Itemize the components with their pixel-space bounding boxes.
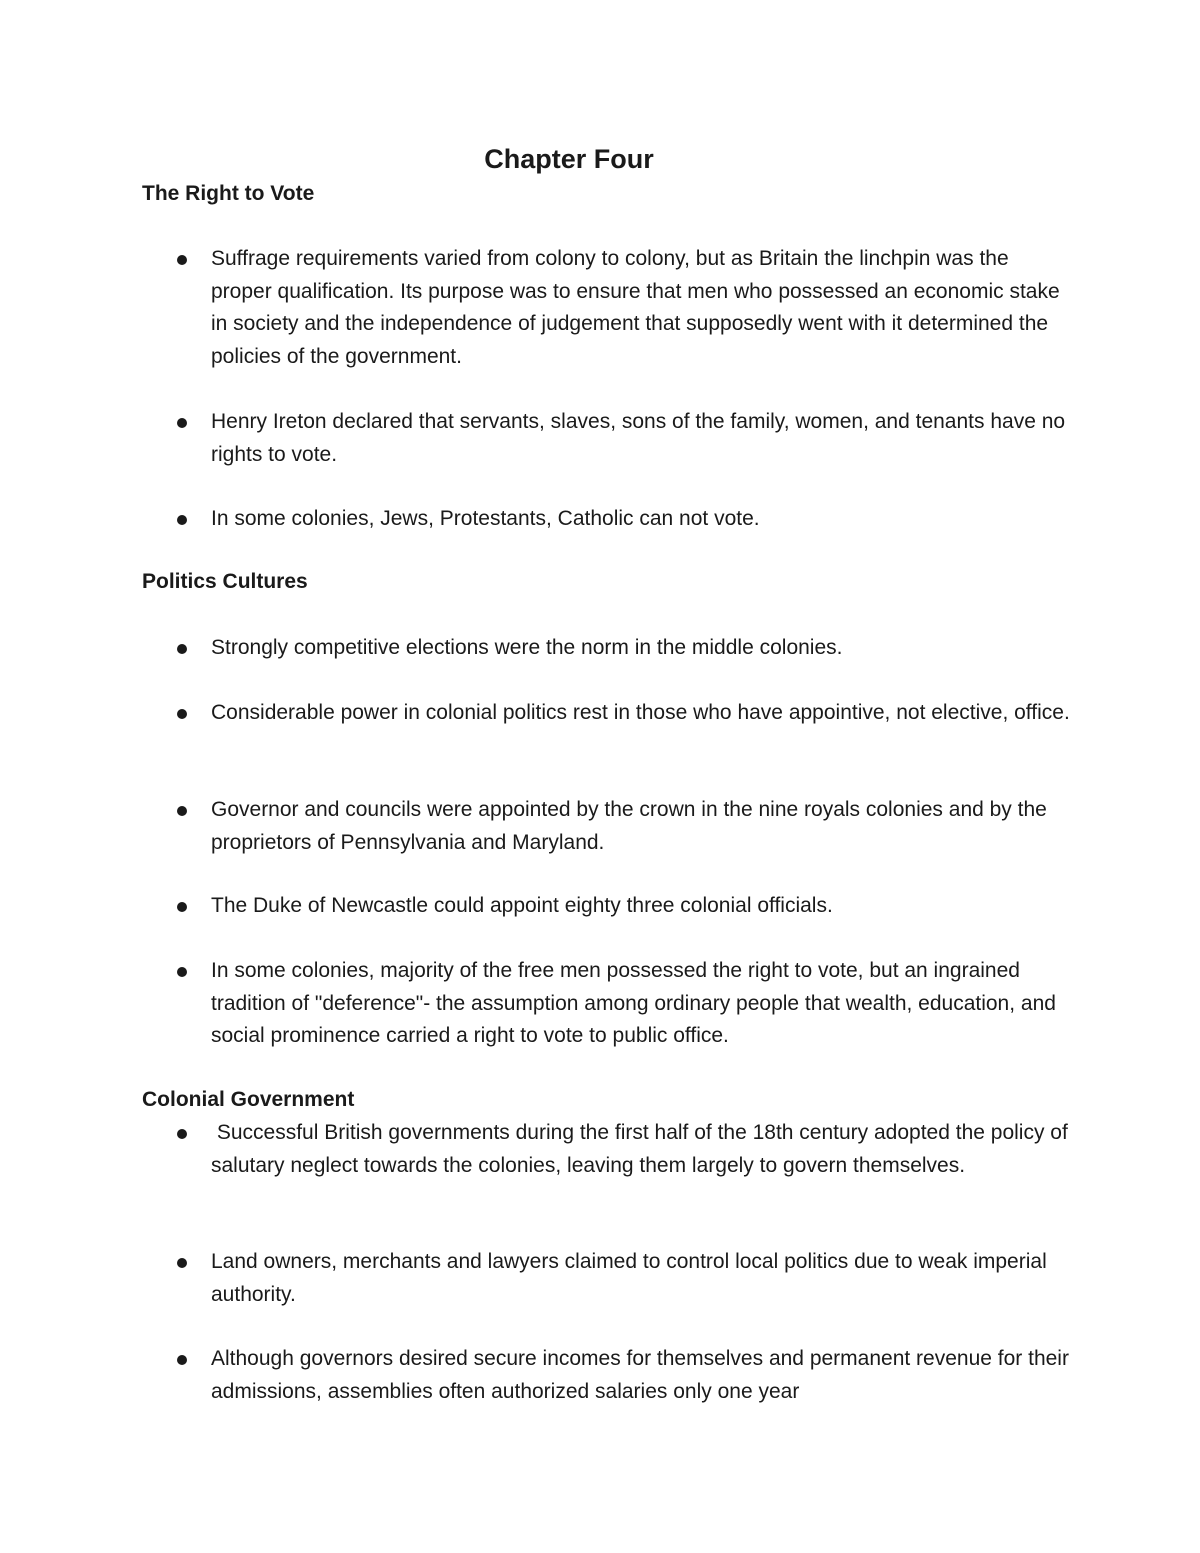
list-item	[211, 1246, 1071, 1311]
bullet-icon	[177, 902, 187, 912]
list-item	[211, 243, 1071, 373]
bullet-icon	[177, 255, 187, 265]
bullet-icon	[177, 1129, 187, 1139]
list-item	[211, 890, 1071, 923]
bullet-icon	[177, 967, 187, 977]
list-item-text: In some colonies, Jews, Protestants, Catholic can not vote.	[211, 507, 760, 530]
bullet-icon	[177, 709, 187, 719]
list-item	[211, 503, 1071, 536]
section-heading-politics-cultures: Politics Cultures	[142, 570, 308, 593]
bullet-icon	[177, 1355, 187, 1365]
bullet-icon	[177, 418, 187, 428]
list-item-text: Henry Ireton declared that servants, slaves, sons of the family, women, and tenants have no rights to vote.	[211, 410, 1066, 466]
list-item	[211, 632, 1071, 665]
bullet-icon	[177, 515, 187, 525]
list-item-text: Successful British governments during the first half of the 18th century adopted the policy of salutary neglect towards the colonies, leaving them largely to govern themselves.	[211, 1121, 1074, 1177]
list-item-text: The Duke of Newcastle could appoint eighty three colonial officials.	[211, 894, 833, 917]
bullet-icon	[177, 644, 187, 654]
section-heading-right-to-vote: The Right to Vote	[142, 182, 315, 205]
list-item	[211, 955, 1071, 1053]
list-item-text: In some colonies, majority of the free men possessed the right to vote, but an ingrained tradition of "deference"- the assumption among ordinary people that wealth, education, and social prominence carried a right to vote to public office.	[211, 959, 1056, 1047]
list-item-text: Strongly competitive elections were the norm in the middle colonies.	[211, 636, 843, 659]
list-item-text: Governor and councils were appointed by the crown in the nine royals colonies and by the proprietors of Pennsylvania and Maryland.	[211, 798, 1047, 854]
list-item-text: Considerable power in colonial politics rest in those who have appointive, not elective, office.	[211, 701, 1070, 724]
list-item-text: Although governors desired secure incomes for themselves and permanent revenue for their admissions, assemblies often authorized salaries only one year	[211, 1347, 1069, 1403]
bullet-icon	[177, 1258, 187, 1268]
list-item-text: Suffrage requirements varied from colony to colony, but as Britain the linchpin was the proper qualification. Its purpose was to ensure that men who possessed an economic stake in society and the independence of judgement that supposedly went with it determined the policies of the government.	[211, 247, 1060, 368]
list-item	[211, 697, 1071, 730]
list-item-text: Land owners, merchants and lawyers claimed to control local politics due to weak imperial authority.	[211, 1250, 1047, 1306]
list-item	[211, 406, 1071, 471]
section-heading-colonial-government: Colonial Government	[142, 1088, 355, 1111]
list-item	[211, 1117, 1074, 1182]
bullet-icon	[177, 806, 187, 816]
list-item	[211, 1343, 1071, 1408]
list-item	[211, 794, 1071, 859]
document-title: Chapter Four	[484, 144, 654, 174]
